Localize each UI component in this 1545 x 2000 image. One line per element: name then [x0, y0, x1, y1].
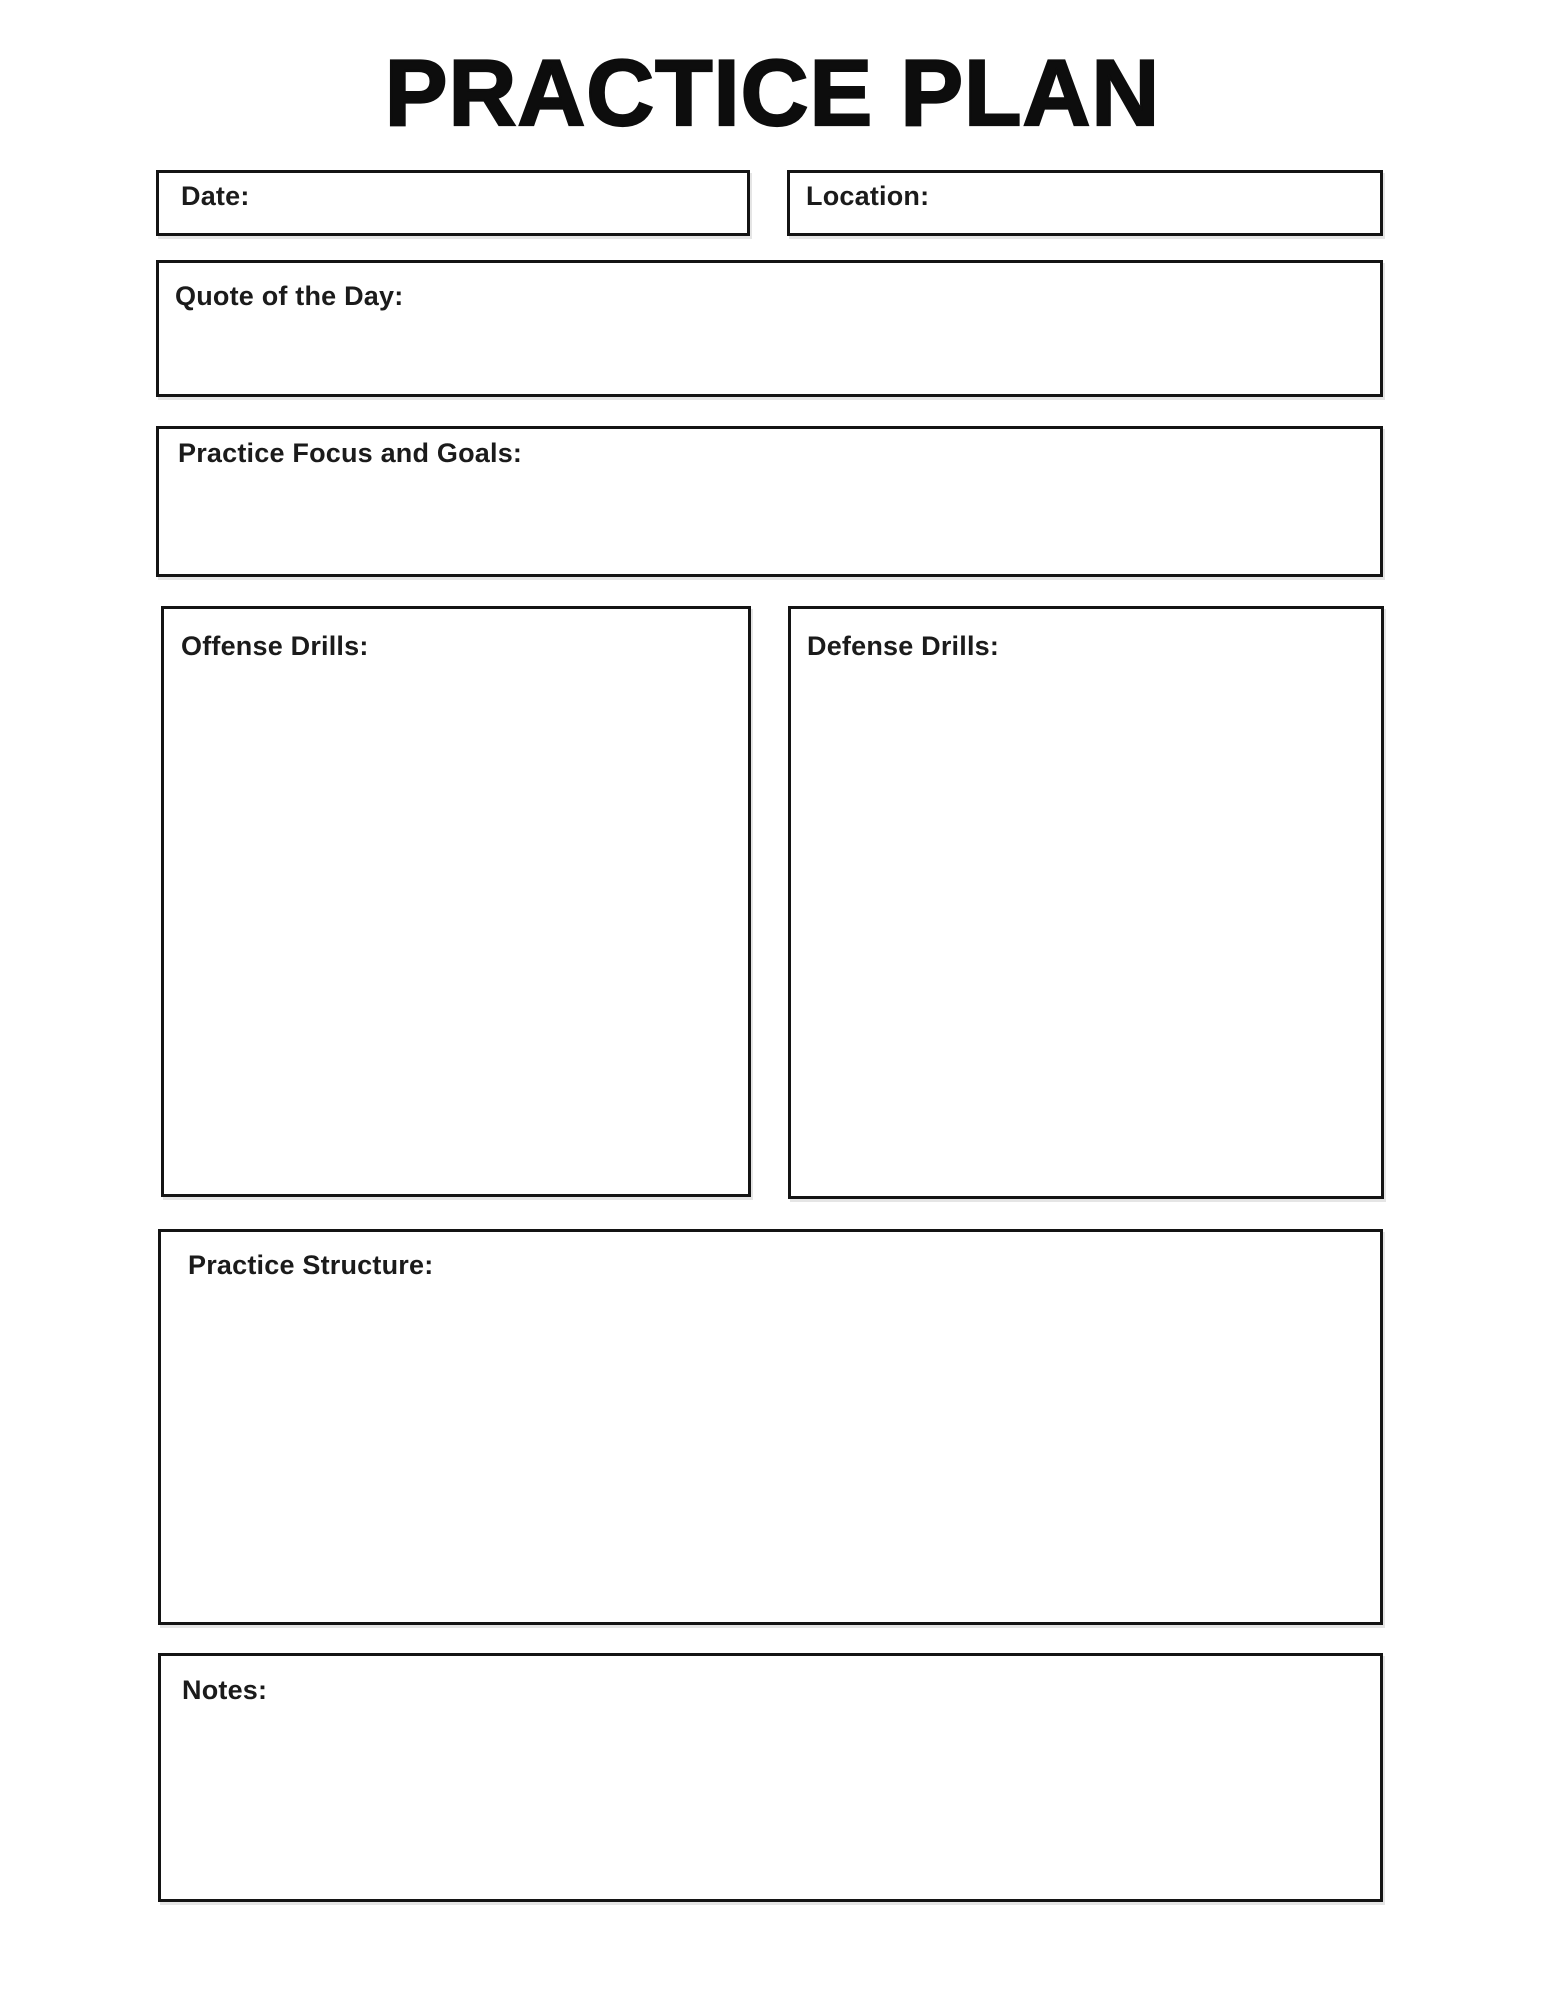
defense-drills-label: Defense Drills: [807, 631, 1000, 661]
practice-structure-value[interactable] [188, 1279, 1362, 1289]
practice-focus-and-goals-value[interactable] [178, 467, 1362, 477]
location-field[interactable] [787, 170, 1383, 236]
defense-drills-field[interactable] [788, 606, 1384, 1199]
practice-structure-field[interactable] [158, 1229, 1383, 1625]
notes-label: Notes: [182, 1675, 268, 1705]
notes-value[interactable] [182, 1704, 1362, 1714]
offense-drills-label: Offense Drills: [181, 631, 369, 661]
practice-focus-and-goals-field[interactable] [156, 426, 1383, 577]
date-value[interactable] [181, 210, 729, 220]
offense-drills-field[interactable] [161, 606, 751, 1197]
offense-drills-value[interactable] [181, 660, 730, 670]
page-title: PRACTICE PLAN [384, 40, 1161, 145]
date-field[interactable] [156, 170, 750, 236]
quote-of-the-day-value[interactable] [175, 310, 1362, 320]
date-label: Date: [181, 181, 250, 211]
practice-focus-and-goals-label: Practice Focus and Goals: [178, 438, 523, 468]
defense-drills-value[interactable] [807, 660, 1363, 670]
notes-field[interactable] [158, 1653, 1383, 1902]
quote-of-the-day-label: Quote of the Day: [175, 281, 404, 311]
location-label: Location: [806, 181, 930, 211]
quote-of-the-day-field[interactable] [156, 260, 1383, 397]
location-value[interactable] [806, 210, 1362, 220]
practice-structure-label: Practice Structure: [188, 1250, 434, 1280]
